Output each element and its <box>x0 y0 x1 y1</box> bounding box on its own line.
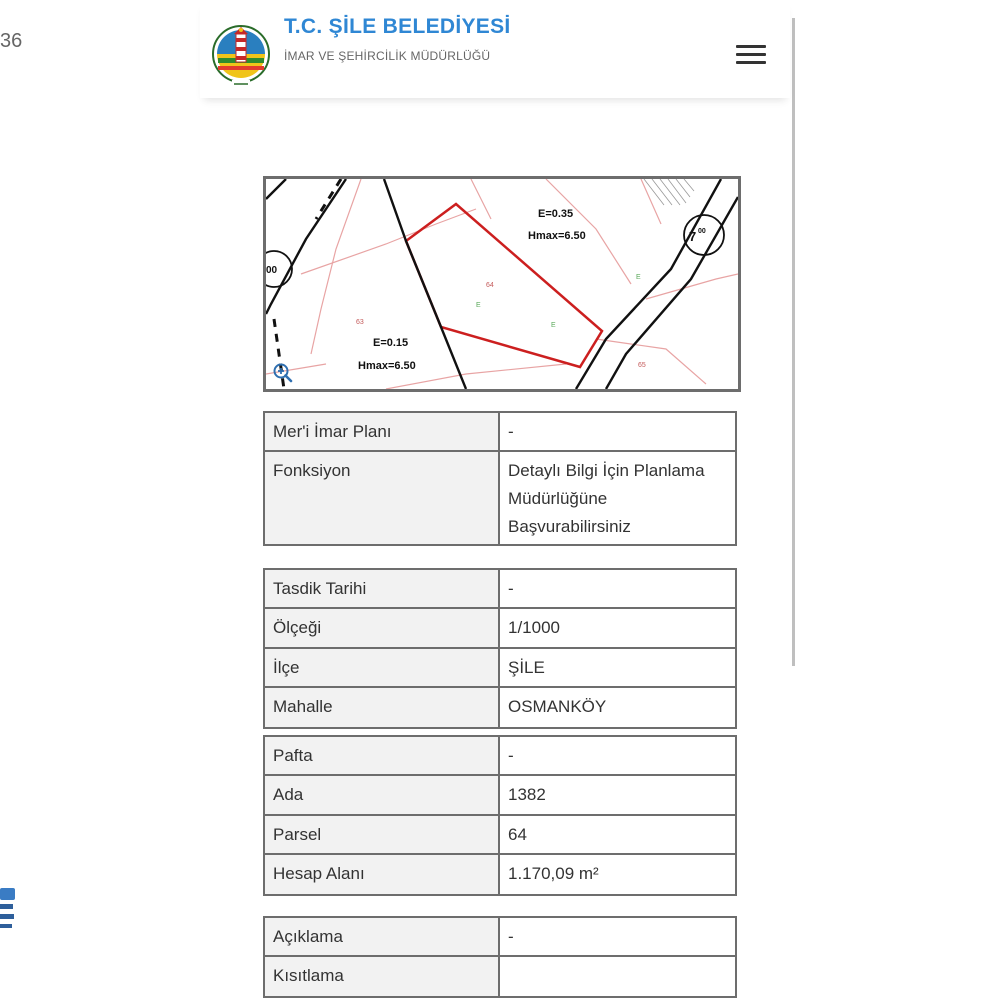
parcel-outline <box>406 204 602 367</box>
table-row <box>265 452 735 544</box>
row-key: İlçe <box>265 649 500 688</box>
scrollbar-divider <box>792 18 795 666</box>
map-circle-label-right: 7 <box>689 229 697 244</box>
row-value: ŞİLE <box>500 649 735 688</box>
row-value: 1.170,09 m² <box>500 855 735 894</box>
side-logo-icon <box>0 888 16 936</box>
svg-text:65: 65 <box>638 362 646 369</box>
table-row <box>265 609 735 649</box>
plan-boundaries <box>266 179 738 389</box>
svg-text:E: E <box>636 274 641 281</box>
row-value: 1382 <box>500 776 735 816</box>
svg-text:64: 64 <box>486 282 494 289</box>
row-key: Fonksiyon <box>265 452 500 544</box>
corner-number: 36 <box>0 30 23 52</box>
row-key: Açıklama <box>265 918 500 957</box>
brand-title[interactable]: T.C. ŞİLE BELEDİYESİ <box>284 15 511 38</box>
sile-municipality-seal-icon[interactable] <box>210 18 272 90</box>
row-key: Mahalle <box>265 688 500 727</box>
zoom-in-icon[interactable] <box>272 362 294 384</box>
svg-text:E: E <box>551 322 556 329</box>
row-value: Detaylı Bilgi İçin Planlama Müdürlüğüne Başvurabilirsiniz <box>500 452 735 544</box>
row-key: Parsel <box>265 816 500 855</box>
map-circle-label-right-sup: 00 <box>698 228 706 235</box>
row-value: - <box>500 918 735 957</box>
map-label-h1: Hmax=6.50 <box>528 230 586 242</box>
plan-info-table <box>263 411 737 546</box>
table-row <box>265 957 735 996</box>
svg-text:E: E <box>476 302 481 309</box>
parcel-info-table <box>263 735 737 896</box>
header <box>200 0 790 98</box>
hamburger-menu-icon[interactable] <box>734 42 768 68</box>
row-key: Hesap Alanı <box>265 855 500 894</box>
map-circle-label-left: 00 <box>266 265 278 276</box>
table-row <box>265 570 735 609</box>
table-row <box>265 737 735 776</box>
road-lines <box>266 179 738 389</box>
table-row <box>265 776 735 816</box>
map-label-e1: E=0.35 <box>538 208 574 220</box>
table-row <box>265 816 735 855</box>
row-key: Ada <box>265 776 500 816</box>
location-info-table <box>263 568 737 729</box>
row-key: Ölçeği <box>265 609 500 649</box>
row-key: Tasdik Tarihi <box>265 570 500 609</box>
zoning-map[interactable] <box>263 176 741 392</box>
table-row <box>265 688 735 727</box>
row-value <box>500 957 735 996</box>
svg-text:63: 63 <box>356 319 364 326</box>
brand-subtitle: İMAR VE ŞEHİRCİLİK MÜDÜRLÜĞÜ <box>284 49 491 63</box>
table-row <box>265 649 735 688</box>
row-value: 1/1000 <box>500 609 735 649</box>
row-value: - <box>500 413 735 452</box>
row-value: - <box>500 570 735 609</box>
notes-table <box>263 916 737 998</box>
hatched-area <box>644 179 694 205</box>
row-value: - <box>500 737 735 776</box>
row-key: Mer'i İmar Planı <box>265 413 500 452</box>
row-key: Pafta <box>265 737 500 776</box>
map-label-e2: E=0.15 <box>373 337 409 349</box>
table-row <box>265 855 735 894</box>
row-value: OSMANKÖY <box>500 688 735 727</box>
row-key: Kısıtlama <box>265 957 500 996</box>
row-value: 64 <box>500 816 735 855</box>
table-row <box>265 413 735 452</box>
table-row <box>265 918 735 957</box>
map-label-h2: Hmax=6.50 <box>358 360 416 372</box>
